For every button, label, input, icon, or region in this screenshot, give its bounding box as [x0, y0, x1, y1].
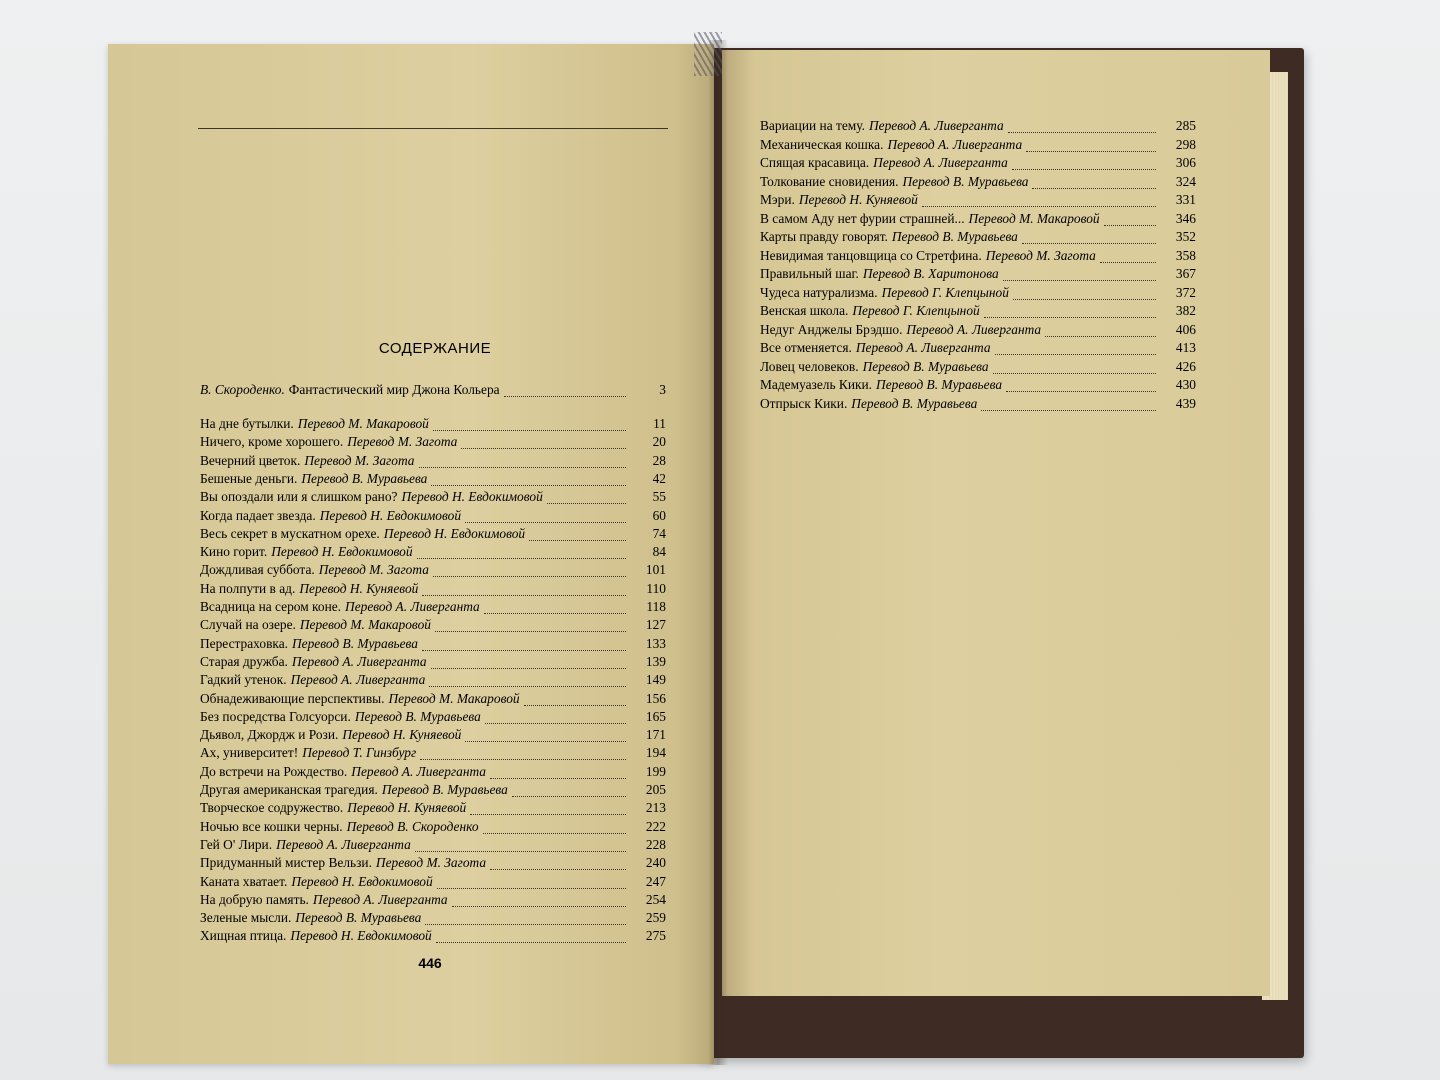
toc-entry-title: Ах, университет! [200, 745, 299, 761]
toc-entry [200, 855, 666, 874]
toc-entry [200, 892, 666, 911]
toc-entry-page: 194 [645, 745, 666, 761]
toc-entry-translator: Перевод Н. Евдокимовой [401, 489, 543, 505]
toc-entry-title: На дне бутылки. [200, 416, 294, 431]
toc-leader-dots [1006, 391, 1156, 392]
toc-entry [200, 709, 666, 728]
toc-entry-translator: Перевод М. Макаровой [297, 416, 429, 431]
toc-entry-title: Мэри. [760, 192, 795, 207]
toc-leader-dots [1045, 336, 1156, 337]
toc-entry-translator: Перевод А. Ливерганта [887, 136, 1023, 152]
toc-leader-dots [1013, 299, 1156, 300]
toc-entry-title: Ловец человеков. [760, 358, 859, 374]
toc-entry-page: 426 [1175, 358, 1196, 374]
toc-entry-title: Гадкий утенок. [200, 672, 287, 688]
toc-entry-page: 324 [1175, 173, 1196, 189]
toc-entry-translator: Перевод Н. Евдокимовой [291, 873, 433, 889]
toc-entry-title: Вечерний цветок. [200, 452, 301, 468]
bookmark-thread [694, 32, 722, 76]
toc-entry-page: 171 [645, 727, 666, 743]
toc-entry-translator: Перевод М. Загота [985, 247, 1096, 263]
toc-entry-title: Отпрыск Кики. [760, 395, 848, 411]
toc-entry [200, 416, 666, 435]
toc-leader-dots [431, 668, 626, 669]
toc-entry-translator: Перевод М. Загота [304, 452, 415, 468]
toc-entry [760, 285, 1196, 304]
toc-entry-translator: Перевод В. Муравьева [876, 377, 1003, 392]
toc-entry-page: 228 [645, 836, 666, 852]
toc-entry-page: 358 [1175, 247, 1196, 263]
toc-entry-page: 156 [645, 690, 666, 706]
toc-entry [200, 672, 666, 691]
toc-entry [760, 229, 1196, 248]
toc-entry-page: 55 [652, 489, 666, 505]
toc-leader-dots [922, 206, 1156, 207]
toc-entry-translator: Перевод В. Муравьева [902, 173, 1029, 189]
toc-entry-page: 199 [645, 763, 666, 779]
toc-entry [200, 434, 666, 453]
toc-entry-page: 259 [645, 910, 666, 926]
toc-entry-title: Каната хватает. [200, 873, 288, 889]
toc-leader-dots [419, 467, 627, 468]
toc-entry-translator: Перевод В. Муравьева [291, 635, 418, 651]
toc-entry-page: 11 [653, 416, 666, 431]
toc-leader-dots [1032, 188, 1156, 189]
toc-entry [200, 928, 666, 947]
toc-entry-page: 372 [1175, 284, 1196, 300]
toc-leader-dots [485, 723, 626, 724]
toc-entry-page: 60 [652, 507, 666, 523]
toc-entry [760, 118, 1196, 137]
toc-entry-page: 254 [645, 891, 666, 907]
toc-entry [200, 471, 666, 490]
toc-entry-title: Перестраховка. [200, 635, 288, 651]
toc-entry-page: 213 [645, 800, 666, 816]
toc-entry-translator: Перевод В. Муравьева [851, 395, 978, 411]
toc-entry-page: 42 [652, 470, 666, 486]
toc-entry [200, 764, 666, 783]
toc-entry-page: 127 [645, 617, 666, 633]
toc-entry [760, 155, 1196, 174]
toc-entry [200, 581, 666, 600]
toc-leader-dots [504, 396, 626, 397]
toc-entry-title: Другая американская трагедия. [200, 782, 378, 797]
toc-leader-dots [483, 833, 626, 834]
toc-entry [760, 377, 1196, 396]
toc-entry-translator: Перевод В. Муравьева [301, 470, 428, 486]
toc-entry-title: Вы опоздали или я слишком рано? [200, 489, 398, 505]
toc-entry-page: 205 [645, 782, 666, 797]
toc-leader-dots [984, 317, 1156, 318]
toc-entry-title: Чудеса натурализма. [760, 284, 878, 300]
toc-entry-page: 247 [645, 873, 666, 889]
toc-entry-page: 275 [645, 928, 666, 944]
toc-entry [200, 526, 666, 545]
toc-entry-page: 306 [1175, 155, 1196, 170]
toc-leader-dots [1003, 280, 1156, 281]
toc-entry [200, 910, 666, 929]
toc-entry [200, 837, 666, 856]
toc-entry-translator: Перевод В. Муравьева [354, 708, 481, 724]
toc-entry [200, 544, 666, 563]
toc-entry [200, 508, 666, 527]
toc-entry [760, 396, 1196, 415]
toc-leader-dots [417, 558, 626, 559]
toc-entry-page: 28 [652, 452, 666, 468]
toc-entry [200, 874, 666, 893]
toc-entry-translator: Фантастический мир Джона Кольера [288, 382, 500, 397]
toc-leader-dots [995, 354, 1156, 355]
toc-entry [760, 137, 1196, 156]
toc-entry-title: Без посредства Голсуорси. [200, 708, 351, 724]
toc-leader-dots [529, 540, 626, 541]
toc-entry-title: Недуг Анджелы Брэдшо. [760, 321, 903, 337]
toc-entry-title: Весь секрет в мускатном орехе. [200, 525, 380, 541]
toc-entry-title: Всадница на сером коне. [200, 599, 342, 614]
toc-entry-translator: Перевод В. Муравьева [381, 782, 508, 797]
toc-entry-translator: Перевод В. Муравьева [295, 910, 422, 926]
toc-entry-title: Мадемуазель Кики. [760, 377, 873, 392]
toc-leader-dots [1012, 169, 1156, 170]
toc-entry-title: На добрую память. [200, 891, 309, 907]
toc-entry-translator: Перевод М. Загота [375, 855, 487, 871]
toc-entry [760, 211, 1196, 230]
toc-entry-title: Хищная птица. [200, 928, 287, 944]
toc-leader-dots [484, 613, 626, 614]
toc-entry-page: 165 [645, 708, 666, 724]
page-number: 446 [418, 955, 442, 971]
toc-entry-page: 240 [645, 855, 666, 871]
toc-entry-title: Правильный шаг. [760, 266, 859, 281]
toc-entry-page: 430 [1175, 377, 1196, 392]
toc-leader-dots [436, 942, 626, 943]
toc-entry-title: Творческое содружество. [200, 800, 344, 816]
toc-entry-title: Гей О' Лири. [200, 836, 273, 852]
toc-entry-page: 406 [1175, 321, 1196, 337]
toc-leader-dots [490, 869, 626, 870]
toc-entry-title: До встречи на Рождество. [200, 763, 348, 779]
toc-entry [200, 782, 666, 801]
toc-entry [200, 453, 666, 472]
toc-entry-title: На полпути в ад. [200, 580, 296, 596]
toc-entry [200, 819, 666, 838]
toc-entry-title: Ничего, кроме хорошего. [200, 434, 344, 450]
toc-entry-page: 367 [1175, 266, 1196, 281]
toc-entry-translator: Перевод Н. Евдокимовой [383, 525, 526, 541]
toc-entry-translator: Перевод Н. Куняевой [347, 800, 467, 816]
toc-entry-title: Кино горит. [200, 544, 268, 560]
toc-leader-dots [470, 814, 626, 815]
toc-leader-dots [547, 503, 626, 504]
book-gutter [708, 40, 728, 1065]
toc-entry-page: 352 [1175, 229, 1196, 244]
toc-entry [200, 691, 666, 710]
toc-entry-translator: Перевод Н. Куняевой [798, 192, 918, 207]
toc-leader-dots [437, 888, 626, 889]
toc-leader-dots [420, 759, 626, 760]
toc-title: СОДЕРЖАНИЕ [378, 340, 492, 357]
toc-leader-dots [1100, 262, 1156, 263]
toc-entry-translator: Перевод Г. Клепцыной [852, 303, 980, 318]
toc-entry [760, 359, 1196, 378]
toc-entry-translator: Перевод В. Харитонова [862, 266, 999, 281]
toc-entry-title: Вариации на тему. [760, 118, 865, 133]
toc-entry-translator: Перевод А. Ливерганта [868, 118, 1004, 133]
toc-leader-dots [425, 924, 626, 925]
toc-entry-translator: Перевод А. Ливерганта [312, 891, 448, 907]
toc-entry [200, 800, 666, 819]
toc-leader-dots [1026, 151, 1156, 152]
toc-entry-title: Невидимая танцовщица со Стретфина. [760, 247, 982, 263]
toc-entry [200, 617, 666, 636]
toc-entry-translator: Перевод М. Макаровой [968, 210, 1100, 226]
toc-entry-title: Когда падает звезда. [200, 507, 316, 523]
toc-leader-dots [452, 906, 626, 907]
toc-entry-translator: Перевод М. Загота [318, 562, 429, 578]
toc-entry-title: В самом Аду нет фурии страшней... [760, 210, 965, 226]
toc-leader-dots [1008, 132, 1156, 133]
toc-entry-translator: Перевод А. Ливерганта [855, 340, 991, 355]
toc-entry-translator: Перевод А. Ливерганта [291, 653, 427, 669]
toc-entry [200, 654, 666, 673]
toc-entry-translator: Перевод М. Макаровой [388, 690, 520, 706]
toc-entry-translator: Перевод М. Загота [347, 434, 458, 450]
toc-entry [760, 266, 1196, 285]
toc-entry-translator: Перевод А. Ливерганта [290, 672, 426, 688]
toc-entry [200, 562, 666, 581]
toc-leader-dots [422, 650, 626, 651]
toc-entry [760, 192, 1196, 211]
toc-entry-page: 346 [1175, 210, 1196, 226]
toc-entry-title: Бешеные деньги. [200, 470, 298, 486]
toc-leader-dots [993, 373, 1156, 374]
toc-leader-dots [435, 631, 626, 632]
toc-leader-dots [461, 448, 626, 449]
toc-entry-title: Дьявол, Джордж и Рози. [200, 727, 339, 743]
toc-entry-title: Венская школа. [760, 303, 849, 318]
toc-entry-translator: Перевод В. Муравьева [891, 229, 1018, 244]
toc-entry-page: 222 [645, 818, 666, 834]
toc-entry-translator: Перевод Н. Евдокимовой [319, 507, 462, 523]
toc-leader-dots [433, 576, 626, 577]
toc-entry-translator: Перевод В. Муравьева [862, 358, 989, 374]
toc-entry [760, 340, 1196, 359]
toc-intro-entry [200, 382, 666, 401]
toc-entry-title: Случай на озере. [200, 617, 296, 633]
toc-entry [760, 322, 1196, 341]
toc-entry-page: 413 [1175, 340, 1196, 355]
toc-entry-translator: Перевод А. Ливерганта [351, 763, 486, 779]
toc-entry-page: 20 [652, 434, 666, 450]
toc-entry-translator: Перевод В. Скороденко [346, 818, 479, 834]
toc-entry-page: 149 [645, 672, 666, 688]
toc-leader-dots [415, 851, 626, 852]
toc-leader-dots [1104, 225, 1156, 226]
toc-entry-translator: Перевод Н. Евдокимовой [271, 544, 413, 560]
toc-entry-page: 298 [1175, 136, 1196, 152]
toc-entry [200, 727, 666, 746]
toc-entry [760, 174, 1196, 193]
toc-entry-title: Дождливая суббота. [200, 562, 315, 578]
toc-leader-dots [429, 686, 626, 687]
toc-entry-title: Обнадеживающие перспективы. [200, 690, 385, 706]
toc-leader-dots [981, 410, 1156, 411]
toc-entry-translator: Перевод А. Ливерганта [276, 836, 411, 852]
toc-entry-page: 285 [1175, 118, 1196, 133]
toc-entry-page: 118 [646, 599, 666, 614]
toc-entry-page: 331 [1175, 192, 1196, 207]
toc-entry-title: В. Скороденко. [200, 382, 285, 397]
toc-entry-title: Придуманный мистер Вельзи. [200, 855, 372, 871]
toc-leader-dots [512, 796, 626, 797]
toc-entry-page: 3 [659, 382, 666, 397]
toc-leader-dots [1022, 243, 1156, 244]
toc-entry-title: Зеленые мысли. [200, 910, 292, 926]
toc-entry-translator: Перевод Г. Клепцыной [881, 284, 1009, 300]
toc-entry-page: 382 [1175, 303, 1196, 318]
toc-entry [200, 636, 666, 655]
toc-leader-dots [524, 705, 626, 706]
toc-leader-dots [490, 778, 626, 779]
toc-entry-page: 110 [646, 580, 666, 596]
toc-leader-dots [433, 430, 626, 431]
toc-entry-title: Механическая кошка. [760, 136, 884, 152]
toc-leader-dots [465, 741, 626, 742]
toc-entry-translator: Перевод А. Ливерганта [906, 321, 1042, 337]
toc-entry-page: 84 [652, 544, 666, 560]
toc-entry-page: 439 [1175, 395, 1196, 411]
toc-entry-title: Все отменяется. [760, 340, 852, 355]
toc-entry-page: 74 [652, 525, 666, 541]
toc-entry [760, 248, 1196, 267]
toc-entry-page: 139 [645, 653, 666, 669]
toc-entry-title: Старая дружба. [200, 653, 288, 669]
toc-entry-translator: Перевод Н. Куняевой [299, 580, 419, 596]
toc-entry-title: Ночью все кошки черны. [200, 818, 343, 834]
toc-entry-title: Карты правду говорят. [760, 229, 888, 244]
toc-entry [200, 599, 666, 618]
header-rule [198, 128, 668, 129]
toc-entry-page: 101 [645, 562, 666, 578]
toc-leader-dots [465, 522, 626, 523]
toc-entry-page: 133 [645, 635, 666, 651]
toc-entry-translator: Перевод М. Макаровой [299, 617, 431, 633]
toc-entry-translator: Перевод Н. Куняевой [342, 727, 462, 743]
toc-leader-dots [431, 485, 626, 486]
toc-entry [760, 303, 1196, 322]
toc-entry [200, 745, 666, 764]
toc-entry-title: Толкование сновидения. [760, 173, 899, 189]
toc-entry-translator: Перевод Н. Евдокимовой [290, 928, 432, 944]
toc-entry-translator: Перевод А. Ливерганта [873, 155, 1008, 170]
toc-entry-title: Спящая красавица. [760, 155, 870, 170]
toc-leader-dots [422, 595, 626, 596]
toc-entry-translator: Перевод А. Ливерганта [345, 599, 480, 614]
toc-entry-translator: Перевод Т. Гинзбург [302, 745, 417, 761]
toc-entry [200, 489, 666, 508]
